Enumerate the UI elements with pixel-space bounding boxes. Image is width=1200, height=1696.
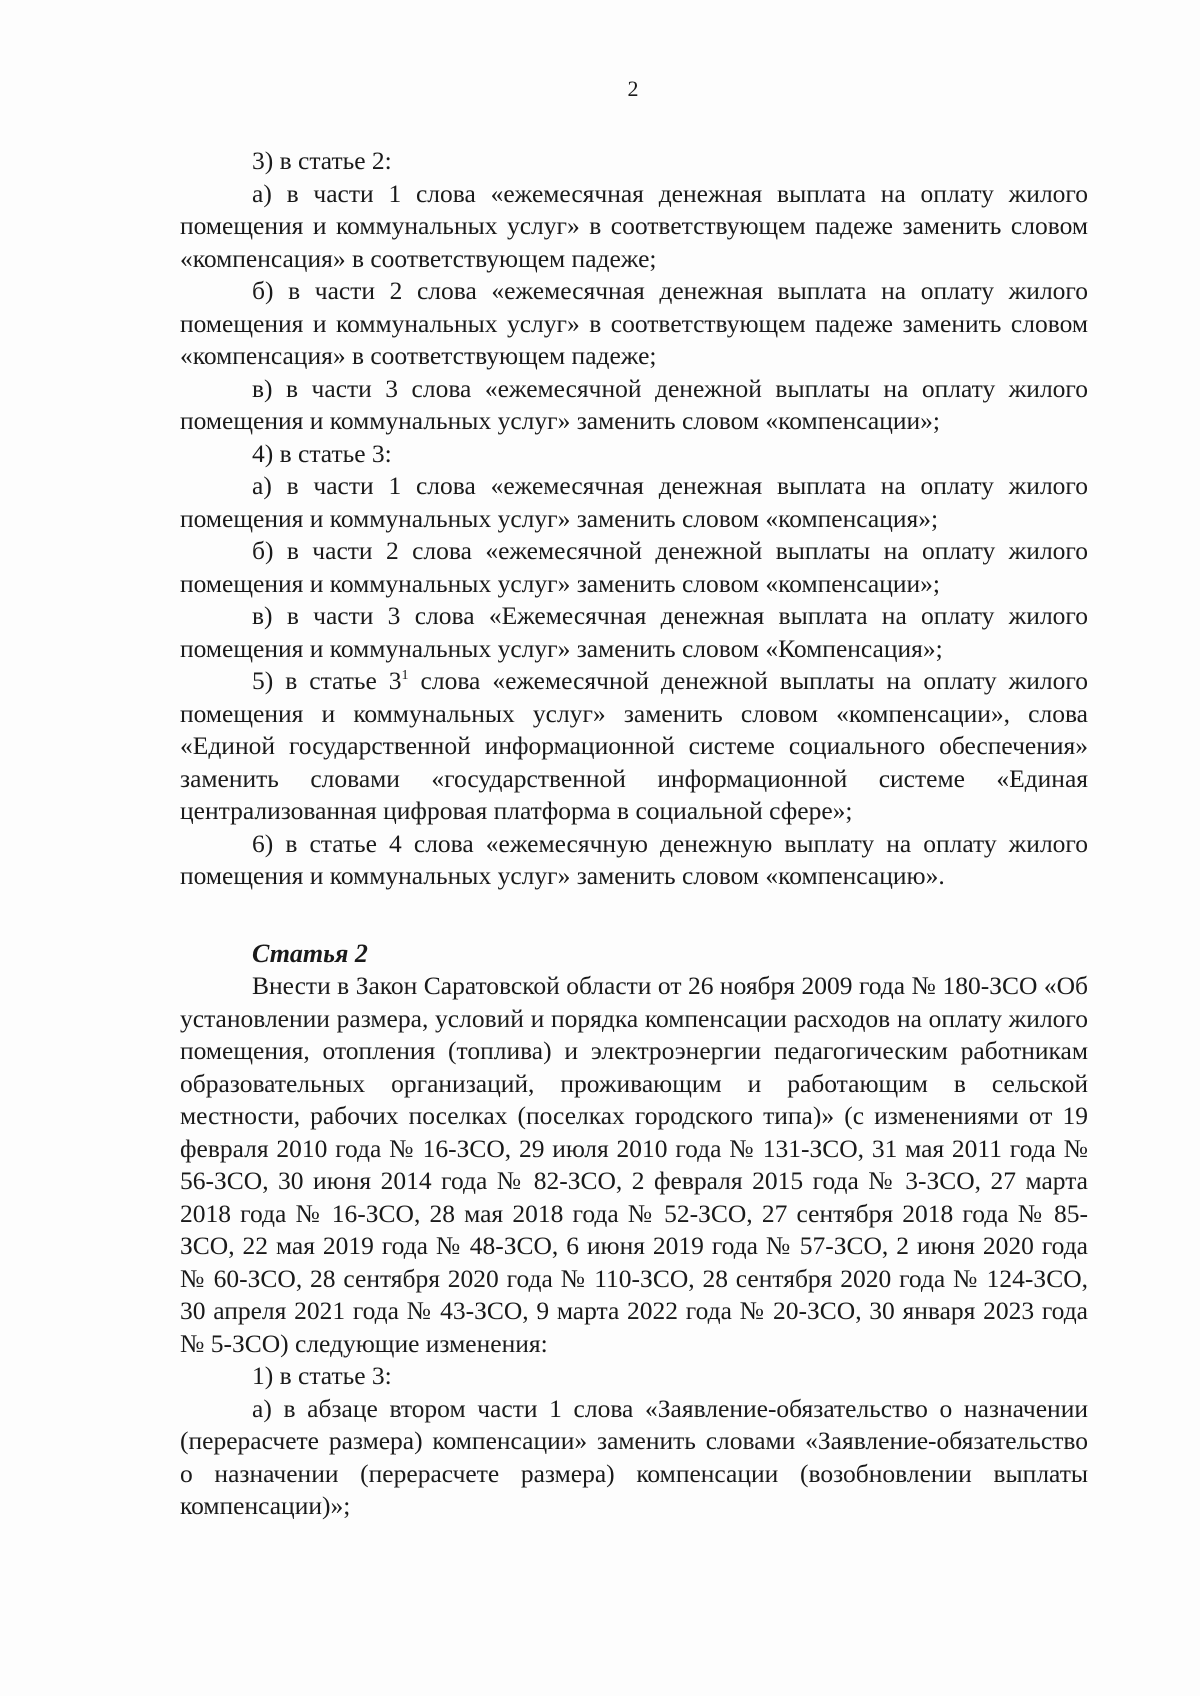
item5-prefix: 5) в статье 3 xyxy=(252,666,402,695)
paragraph: б) в части 2 слова «ежемесячной денежной выплаты на оплату жилого помещения и коммунальных услуг» заменить словом «компенсации»; xyxy=(180,536,1088,598)
paragraph: в) в части 3 слова «Ежемесячная денежная выплата на оплату жилого помещения и коммунальных услуг» заменить словом «Компенсация»; xyxy=(180,601,1088,663)
paragraph: а) в части 1 слова «ежемесячная денежная выплата на оплату жилого помещения и коммунальных услуг» заменить словом «компенсация»; xyxy=(180,471,1088,533)
paragraph: 3) в статье 2: xyxy=(252,146,392,175)
item5-rest: слова «ежемесячной денежной выплаты на оплату жилого помещения и коммунальных услуг» заменить словом «компенсации», слова «Единой государственной информационной системе социального обеспечения» заменить словами «государственной информационной системе «Единая централизованная цифровая платформа в социальной сфере»; xyxy=(180,666,1088,825)
section-heading: Статья 2 xyxy=(252,938,368,968)
paragraph: в) в части 3 слова «ежемесячной денежной выплаты на оплату жилого помещения и коммунальных услуг» заменить словом «компенсации»; xyxy=(180,373,1088,435)
document-body xyxy=(180,145,1088,1523)
item5-superscript: 1 xyxy=(401,668,409,683)
paragraph: б) в части 2 слова «ежемесячная денежная выплата на оплату жилого помещения и коммунальных услуг» в соответствующем падеже заменить словом «компенсация» в соответствующем падеже; xyxy=(180,276,1088,370)
paragraph-item-6: 6) в статье 4 слова «ежемесячную денежную выплату на оплату жилого помещения и коммунальных услуг» заменить словом «компенсацию». xyxy=(180,828,1088,890)
paragraph: Внести в Закон Саратовской области от 26 ноября 2009 года № 180-ЗСО «Об установлении размера, условий и порядка компенсации расходов на оплату жилого помещения, отопления (топлива) и электроэнергии педагогическим работникам образовательных организаций, проживающим и работающим в сельской местности, рабочих поселках (поселках городского типа)» (с изменениями от 19 февраля 2010 года № 16-ЗСО, 29 июля 2010 года № 131-ЗСО, 31 мая 2011 года № 56-ЗСО, 30 июня 2014 года № 82-ЗСО, 2 февраля 2015 года № 3-ЗСО, 27 марта 2018 года № 16-ЗСО, 28 мая 2018 года № 52-ЗСО, 27 сентября 2018 года № 85-ЗСО, 22 мая 2019 года № 48-ЗСО, 6 июня 2019 года № 57-ЗСО, 2 июня 2020 года № 60-ЗСО, 28 сентября 2020 года № 110-ЗСО, 28 сентября 2020 года № 124-ЗСО, 30 апреля 2021 года № 43-ЗСО, 9 марта 2022 года № 20-ЗСО, 30 января 2023 года № 5-ЗСО) следующие изменения: xyxy=(180,971,1088,1358)
paragraph: а) в части 1 слова «ежемесячная денежная выплата на оплату жилого помещения и коммунальных услуг» в соответствующем падеже заменить словом «компенсация» в соответствующем падеже; xyxy=(180,178,1088,273)
paragraph: а) в абзаце втором части 1 слова «Заявление-обязательство о назначении (перерасчете размера) компенсации» заменить словами «Заявление-обязательство о назначении (перерасчете размера) компенсации (возобновлении выплаты компенсации)»; xyxy=(180,1393,1088,1520)
paragraph: 4) в статье 3: xyxy=(252,438,392,468)
paragraph-item-5 xyxy=(180,665,1088,828)
page-number: 2 xyxy=(627,76,639,101)
paragraph: 1) в статье 3: xyxy=(252,1361,392,1390)
